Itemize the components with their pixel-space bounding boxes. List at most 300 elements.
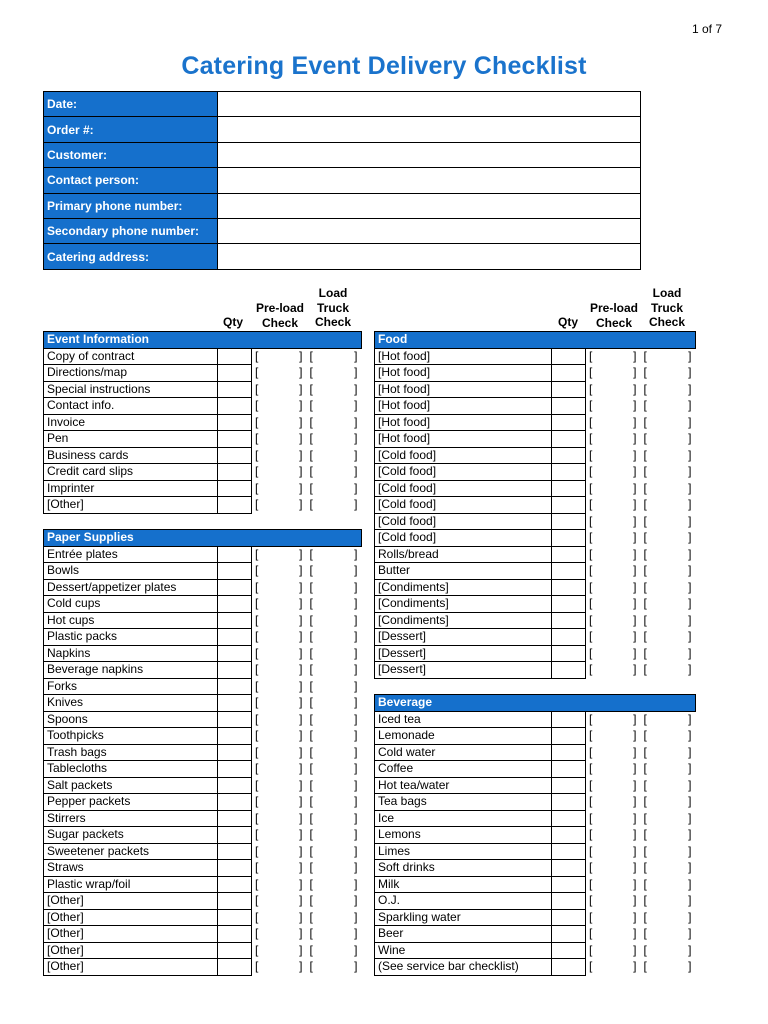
load-header-line3: Check (648, 315, 686, 329)
qty-field[interactable] (552, 497, 586, 514)
qty-field[interactable] (218, 662, 252, 679)
qty-field[interactable] (552, 777, 586, 794)
preload-check-box[interactable] (586, 909, 641, 926)
load-truck-check-box[interactable] (307, 365, 362, 382)
load-truck-check-box[interactable] (307, 612, 362, 629)
preload-check-box[interactable] (586, 546, 641, 563)
load-truck-check-box[interactable] (307, 777, 362, 794)
bracket-open: [ (255, 349, 259, 363)
bracket-box (308, 811, 361, 826)
load-truck-check-box[interactable] (307, 678, 362, 695)
qty-field[interactable] (218, 381, 252, 398)
load-truck-check-box[interactable] (641, 513, 696, 530)
preload-check-box[interactable] (586, 662, 641, 679)
item-label: Credit card slips (44, 464, 218, 481)
qty-field[interactable] (552, 959, 586, 976)
spacer-row (44, 513, 362, 530)
qty-field[interactable] (552, 563, 586, 580)
load-truck-check-box[interactable] (641, 909, 696, 926)
load-truck-check-box[interactable] (307, 398, 362, 415)
bracket-close: ] (633, 728, 637, 743)
preload-check-box[interactable] (586, 612, 641, 629)
load-truck-check-box[interactable] (641, 612, 696, 629)
bracket-close: ] (299, 365, 303, 380)
preload-check-box[interactable] (586, 530, 641, 547)
bracket-close: ] (354, 596, 358, 611)
qty-field[interactable] (218, 728, 252, 745)
bracket-open: [ (589, 365, 593, 380)
load-truck-check-box[interactable] (641, 893, 696, 910)
preload-check-box[interactable] (586, 348, 641, 365)
qty-field[interactable] (218, 398, 252, 415)
preload-check-box[interactable] (586, 876, 641, 893)
preload-check-box[interactable] (586, 777, 641, 794)
bracket-box (253, 349, 306, 364)
preload-check-box[interactable] (586, 431, 641, 448)
bracket-open: [ (589, 926, 593, 941)
preload-check-box[interactable] (252, 414, 307, 431)
load-truck-check-box[interactable] (307, 744, 362, 761)
qty-field[interactable] (552, 480, 586, 497)
qty-field[interactable] (218, 926, 252, 943)
preload-check-box[interactable] (586, 942, 641, 959)
qty-field[interactable] (218, 645, 252, 662)
preload-check-box[interactable] (586, 381, 641, 398)
load-truck-check-box[interactable] (641, 926, 696, 943)
load-truck-check-box[interactable] (641, 860, 696, 877)
bracket-open: [ (309, 431, 313, 446)
load-truck-check-box[interactable] (641, 497, 696, 514)
qty-field[interactable] (218, 497, 252, 514)
preload-check-box[interactable] (252, 942, 307, 959)
load-truck-check-box[interactable] (641, 876, 696, 893)
preload-check-box[interactable] (586, 794, 641, 811)
bracket-box (642, 646, 695, 661)
preload-check-box[interactable] (252, 662, 307, 679)
item-label: Copy of contract (44, 348, 218, 365)
load-truck-check-box[interactable] (307, 827, 362, 844)
bracket-close: ] (299, 777, 303, 792)
bracket-close: ] (688, 349, 692, 363)
preload-check-box[interactable] (252, 497, 307, 514)
preload-check-box[interactable] (252, 645, 307, 662)
checklist-row (375, 711, 696, 728)
item-label: Invoice (44, 414, 218, 431)
qty-field[interactable] (552, 761, 586, 778)
preload-header-line2: Check (261, 315, 299, 330)
preload-check-box[interactable] (586, 959, 641, 976)
qty-field[interactable] (552, 629, 586, 646)
load-truck-check-box[interactable] (641, 711, 696, 728)
load-truck-check-box[interactable] (641, 365, 696, 382)
load-truck-check-box[interactable] (307, 546, 362, 563)
qty-field[interactable] (552, 728, 586, 745)
load-truck-check-box[interactable] (641, 827, 696, 844)
qty-field[interactable] (218, 761, 252, 778)
qty-field[interactable] (552, 876, 586, 893)
qty-field[interactable] (552, 596, 586, 613)
bracket-box (642, 349, 695, 364)
item-label: [Condiments] (375, 579, 552, 596)
preload-check-box[interactable] (586, 447, 641, 464)
preload-check-box[interactable] (586, 843, 641, 860)
load-truck-check-box[interactable] (307, 893, 362, 910)
bracket-close: ] (299, 761, 303, 776)
preload-check-box[interactable] (586, 926, 641, 943)
qty-field[interactable] (218, 711, 252, 728)
load-truck-check-box[interactable] (641, 546, 696, 563)
qty-field[interactable] (218, 612, 252, 629)
bracket-box (587, 464, 640, 479)
bracket-box (308, 695, 361, 710)
qty-field[interactable] (218, 744, 252, 761)
preload-check-box[interactable] (252, 728, 307, 745)
qty-field[interactable] (218, 678, 252, 695)
load-truck-check-box[interactable] (641, 381, 696, 398)
load-truck-check-box[interactable] (307, 909, 362, 926)
preload-check-box[interactable] (586, 480, 641, 497)
spacer-cell (44, 513, 362, 530)
bracket-close: ] (354, 876, 358, 891)
qty-field[interactable] (552, 464, 586, 481)
qty-field[interactable] (552, 414, 586, 431)
preload-check-box[interactable] (252, 447, 307, 464)
qty-field[interactable] (552, 645, 586, 662)
preload-check-box[interactable] (252, 860, 307, 877)
load-truck-check-box[interactable] (307, 431, 362, 448)
preload-check-box[interactable] (252, 926, 307, 943)
bracket-open: [ (643, 645, 647, 660)
load-truck-check-box[interactable] (641, 398, 696, 415)
bracket-box (587, 778, 640, 793)
preload-check-box[interactable] (252, 678, 307, 695)
bracket-box (587, 910, 640, 925)
bracket-box (642, 860, 695, 875)
qty-field[interactable] (552, 711, 586, 728)
preload-check-box[interactable] (252, 612, 307, 629)
qty-field[interactable] (218, 348, 252, 365)
preload-check-box[interactable] (252, 381, 307, 398)
load-truck-check-box[interactable] (641, 794, 696, 811)
qty-field[interactable] (218, 431, 252, 448)
item-label: Special instructions (44, 381, 218, 398)
preload-check-box[interactable] (252, 398, 307, 415)
bracket-box (308, 497, 361, 512)
preload-check-box[interactable] (252, 744, 307, 761)
load-truck-check-box[interactable] (641, 563, 696, 580)
bracket-box (253, 580, 306, 595)
preload-check-box[interactable] (252, 876, 307, 893)
load-truck-check-box[interactable] (641, 579, 696, 596)
load-truck-check-box[interactable] (307, 480, 362, 497)
qty-field[interactable] (552, 926, 586, 943)
load-truck-check-box[interactable] (641, 942, 696, 959)
load-truck-check-box[interactable] (307, 695, 362, 712)
load-truck-check-box[interactable] (641, 464, 696, 481)
preload-check-box[interactable] (252, 959, 307, 976)
preload-check-box[interactable] (252, 480, 307, 497)
info-label: Contact person: (44, 168, 218, 193)
bracket-open: [ (309, 480, 313, 495)
qty-field[interactable] (218, 860, 252, 877)
load-truck-check-box[interactable] (307, 728, 362, 745)
qty-field[interactable] (552, 860, 586, 877)
qty-field[interactable] (552, 513, 586, 530)
qty-field[interactable] (218, 876, 252, 893)
qty-field[interactable] (552, 794, 586, 811)
preload-check-box[interactable] (252, 563, 307, 580)
load-truck-check-box[interactable] (641, 777, 696, 794)
load-truck-check-box[interactable] (641, 645, 696, 662)
load-truck-check-box[interactable] (307, 810, 362, 827)
qty-field[interactable] (218, 843, 252, 860)
preload-check-box[interactable] (252, 695, 307, 712)
bracket-close: ] (299, 744, 303, 759)
preload-check-box[interactable] (586, 860, 641, 877)
preload-check-box[interactable] (252, 596, 307, 613)
preload-check-box[interactable] (586, 513, 641, 530)
load-truck-check-box[interactable] (307, 579, 362, 596)
info-value-field[interactable] (218, 92, 641, 117)
item-label: [Dessert] (375, 645, 552, 662)
checklist-row (375, 480, 696, 497)
load-truck-check-box[interactable] (307, 860, 362, 877)
load-truck-check-box[interactable] (641, 843, 696, 860)
qty-field[interactable] (218, 777, 252, 794)
bracket-box (253, 629, 306, 644)
bracket-box (253, 415, 306, 430)
load-truck-check-box[interactable] (641, 761, 696, 778)
preload-check-box[interactable] (252, 909, 307, 926)
load-truck-check-box[interactable] (641, 959, 696, 976)
info-value-field[interactable] (218, 218, 641, 243)
bracket-open: [ (255, 959, 259, 974)
preload-check-box[interactable] (586, 365, 641, 382)
bracket-open: [ (309, 563, 313, 578)
qty-field[interactable] (218, 794, 252, 811)
load-truck-check-box[interactable] (307, 959, 362, 976)
qty-field[interactable] (552, 398, 586, 415)
bracket-box (308, 827, 361, 842)
bracket-close: ] (354, 794, 358, 809)
info-value-field[interactable] (218, 142, 641, 167)
preload-check-box[interactable] (252, 810, 307, 827)
preload-check-box[interactable] (586, 893, 641, 910)
bracket-box (587, 431, 640, 446)
info-value-field[interactable] (218, 193, 641, 218)
preload-check-box[interactable] (586, 629, 641, 646)
load-truck-check-box[interactable] (641, 728, 696, 745)
qty-field[interactable] (552, 810, 586, 827)
bracket-box (308, 728, 361, 743)
qty-field[interactable] (218, 629, 252, 646)
preload-check-box[interactable] (586, 744, 641, 761)
load-truck-check-box[interactable] (307, 942, 362, 959)
bracket-box (642, 514, 695, 529)
preload-check-box[interactable] (586, 497, 641, 514)
preload-check-box[interactable] (252, 579, 307, 596)
qty-field[interactable] (218, 579, 252, 596)
preload-check-box[interactable] (586, 645, 641, 662)
info-value-field[interactable] (218, 168, 641, 193)
preload-check-box[interactable] (252, 546, 307, 563)
preload-check-box[interactable] (252, 843, 307, 860)
bracket-open: [ (255, 414, 259, 429)
load-truck-check-box[interactable] (641, 348, 696, 365)
load-truck-check-box[interactable] (307, 629, 362, 646)
load-truck-check-box[interactable] (307, 876, 362, 893)
load-truck-check-box[interactable] (307, 497, 362, 514)
qty-field[interactable] (218, 596, 252, 613)
info-value-field[interactable] (218, 244, 641, 269)
preload-check-box[interactable] (586, 464, 641, 481)
load-truck-check-box[interactable] (307, 381, 362, 398)
load-truck-check-box[interactable] (307, 645, 362, 662)
qty-field[interactable] (552, 431, 586, 448)
preload-check-box[interactable] (586, 827, 641, 844)
qty-field[interactable] (552, 843, 586, 860)
load-truck-check-box[interactable] (641, 629, 696, 646)
preload-check-box[interactable] (586, 728, 641, 745)
bracket-close: ] (354, 711, 358, 726)
checklist-row (44, 348, 362, 365)
bracket-close: ] (633, 909, 637, 924)
bracket-open: [ (255, 678, 259, 693)
load-truck-check-box[interactable] (307, 348, 362, 365)
load-truck-check-box[interactable] (641, 530, 696, 547)
qty-field[interactable] (552, 365, 586, 382)
load-truck-check-box[interactable] (641, 447, 696, 464)
qty-field[interactable] (552, 348, 586, 365)
qty-field[interactable] (552, 447, 586, 464)
load-truck-check-box[interactable] (307, 843, 362, 860)
qty-field[interactable] (552, 546, 586, 563)
load-truck-check-box[interactable] (307, 711, 362, 728)
load-truck-check-box[interactable] (641, 662, 696, 679)
preload-check-box[interactable] (586, 711, 641, 728)
qty-field[interactable] (552, 827, 586, 844)
preload-check-box[interactable] (586, 596, 641, 613)
checklist-row (375, 810, 696, 827)
bracket-box (253, 893, 306, 908)
qty-field[interactable] (218, 959, 252, 976)
bracket-open: [ (643, 777, 647, 792)
qty-field[interactable] (218, 942, 252, 959)
load-truck-check-box[interactable] (641, 810, 696, 827)
load-truck-check-box[interactable] (307, 464, 362, 481)
load-truck-check-box[interactable] (307, 926, 362, 943)
bracket-box (587, 893, 640, 908)
qty-field[interactable] (552, 893, 586, 910)
item-label: [Hot food] (375, 431, 552, 448)
qty-field[interactable] (218, 563, 252, 580)
load-truck-check-box[interactable] (307, 414, 362, 431)
qty-field[interactable] (218, 480, 252, 497)
info-value-field[interactable] (218, 117, 641, 142)
bracket-open: [ (643, 447, 647, 462)
preload-check-box[interactable] (252, 464, 307, 481)
preload-check-box[interactable] (252, 794, 307, 811)
qty-field[interactable] (218, 464, 252, 481)
preload-check-box[interactable] (586, 414, 641, 431)
load-truck-check-box[interactable] (641, 431, 696, 448)
bracket-open: [ (643, 860, 647, 875)
preload-check-box[interactable] (252, 777, 307, 794)
qty-field[interactable] (552, 612, 586, 629)
preload-check-box[interactable] (252, 365, 307, 382)
load-truck-check-box[interactable] (641, 414, 696, 431)
qty-field[interactable] (552, 662, 586, 679)
checklist-row (375, 893, 696, 910)
qty-field[interactable] (218, 414, 252, 431)
bracket-open: [ (643, 712, 647, 726)
qty-field[interactable] (552, 579, 586, 596)
preload-check-box[interactable] (586, 579, 641, 596)
load-truck-check-box[interactable] (641, 596, 696, 613)
preload-check-box[interactable] (586, 398, 641, 415)
qty-field[interactable] (218, 447, 252, 464)
preload-check-box[interactable] (586, 810, 641, 827)
qty-field[interactable] (218, 695, 252, 712)
load-truck-check-box[interactable] (307, 563, 362, 580)
preload-check-box[interactable] (252, 893, 307, 910)
load-truck-check-box[interactable] (307, 761, 362, 778)
load-truck-check-box[interactable] (307, 447, 362, 464)
preload-check-box[interactable] (252, 761, 307, 778)
qty-field[interactable] (218, 546, 252, 563)
load-truck-check-box[interactable] (307, 794, 362, 811)
qty-field[interactable] (218, 893, 252, 910)
preload-check-box[interactable] (252, 827, 307, 844)
preload-check-box[interactable] (252, 348, 307, 365)
qty-field[interactable] (552, 744, 586, 761)
qty-field[interactable] (552, 530, 586, 547)
checklist-row (375, 959, 696, 976)
qty-field[interactable] (218, 827, 252, 844)
bracket-open: [ (255, 695, 259, 710)
qty-field[interactable] (552, 909, 586, 926)
bracket-open: [ (589, 662, 593, 677)
bracket-close: ] (633, 365, 637, 380)
preload-check-box[interactable] (252, 711, 307, 728)
bracket-box (587, 860, 640, 875)
bracket-open: [ (643, 959, 647, 974)
item-label: Straws (44, 860, 218, 877)
preload-check-box[interactable] (586, 563, 641, 580)
load-truck-check-box[interactable] (641, 744, 696, 761)
preload-check-box[interactable] (252, 431, 307, 448)
qty-field[interactable] (218, 909, 252, 926)
checklist-row (375, 612, 696, 629)
bracket-close: ] (299, 711, 303, 726)
load-truck-check-box[interactable] (641, 480, 696, 497)
preload-check-box[interactable] (586, 761, 641, 778)
preload-check-box[interactable] (252, 629, 307, 646)
qty-field[interactable] (552, 381, 586, 398)
bracket-box (253, 646, 306, 661)
bracket-open: [ (589, 860, 593, 875)
load-truck-check-box[interactable] (307, 662, 362, 679)
bracket-open: [ (589, 398, 593, 413)
qty-field[interactable] (218, 365, 252, 382)
bracket-box (587, 580, 640, 595)
qty-field[interactable] (218, 810, 252, 827)
checklist-row (375, 381, 696, 398)
bracket-open: [ (309, 629, 313, 644)
bracket-open: [ (309, 645, 313, 660)
load-truck-check-box[interactable] (307, 596, 362, 613)
qty-field[interactable] (552, 942, 586, 959)
